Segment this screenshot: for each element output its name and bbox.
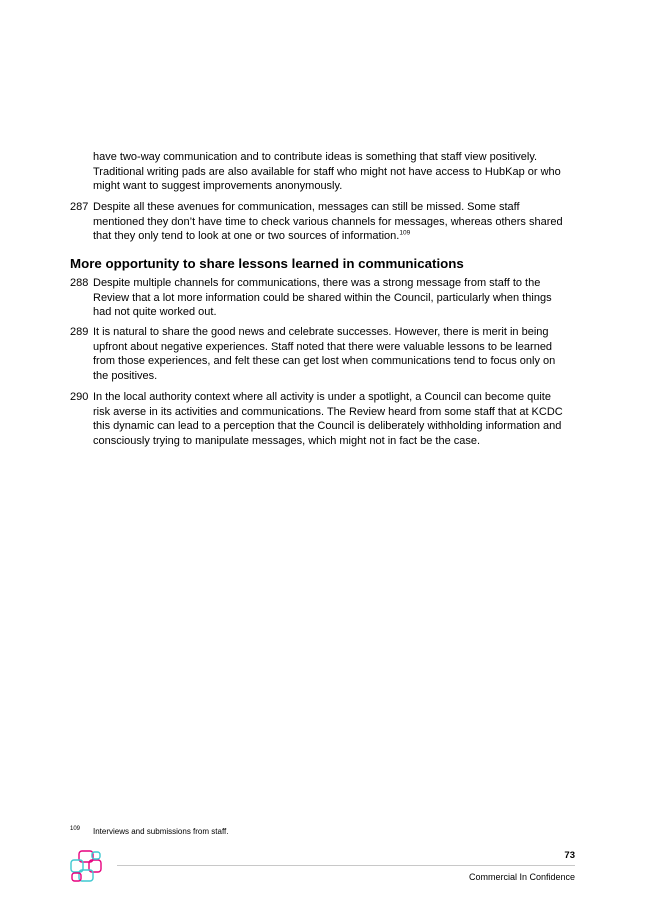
footnote-text: Interviews and submissions from staff. [93,827,229,836]
text-line [93,229,579,244]
text-line: Despite multiple channels for communications, there was a strong message from staff to the [93,277,541,289]
text-line: have two-way communication and to contribute ideas is something that staff view positively. [93,151,538,163]
paragraph-287 [93,200,579,244]
footer-divider [117,865,575,866]
paragraph-number-287: 287 [70,201,89,213]
text-line: Review that a lot more information could be shared within the Council, particularly when things [93,291,552,304]
paragraph-number-290: 290 [70,391,89,403]
text-line: might want to suggest improvements anonymously. [93,180,343,193]
paragraph-number-289: 289 [70,326,89,338]
text-line: mentioned they don’t have time to check various channels for messages, whereas others shared [93,215,563,228]
text-line: from those experiences, and felt these can get lost when communications tend to focus only on [93,355,556,368]
footnote-reference[interactable]: 109 [399,229,411,237]
page-number: 73 [564,850,575,861]
text-line: In the local authority context where all activity is under a spotlight, a Council can become quite [93,391,551,403]
text-line: had not quite worked out. [93,306,217,319]
interlocking-knot-logo-icon [69,849,103,888]
footnote-number: 109 [70,826,81,832]
text-line: this dynamic can lead to a perception that the Council is deliberately withholding information and [93,420,562,433]
paragraph-288 [93,276,579,320]
text-line: consciously trying to manipulate messages, which might not in fact be the case. [93,435,481,448]
logo-graphic [69,849,103,883]
paragraph-continued [93,150,579,194]
paragraph-289 [93,325,579,384]
text-line: Traditional writing pads are also available for staff who might not have access to HubKap or who [93,165,561,178]
text-line: the positives. [93,370,158,383]
text-span: that they only tend to look at one or two sources of information. [93,230,400,243]
paragraph-number-288: 288 [70,277,89,289]
text-line: risk averse in its activities and communications. The Review heard from some staff that at KCDC [93,405,563,418]
text-line: upfront about negative experiences. Staff noted that there were valuable lessons to be learned [93,340,553,353]
section-heading: More opportunity to share lessons learned in communications [70,256,464,271]
text-line: Despite all these avenues for communication, messages can still be missed. Some staff [93,201,520,213]
text-line: It is natural to share the good news and celebrate successes. However, there is merit in being [93,326,549,338]
paragraph-290 [93,390,579,449]
classification-label: Commercial In Confidence [468,872,575,882]
